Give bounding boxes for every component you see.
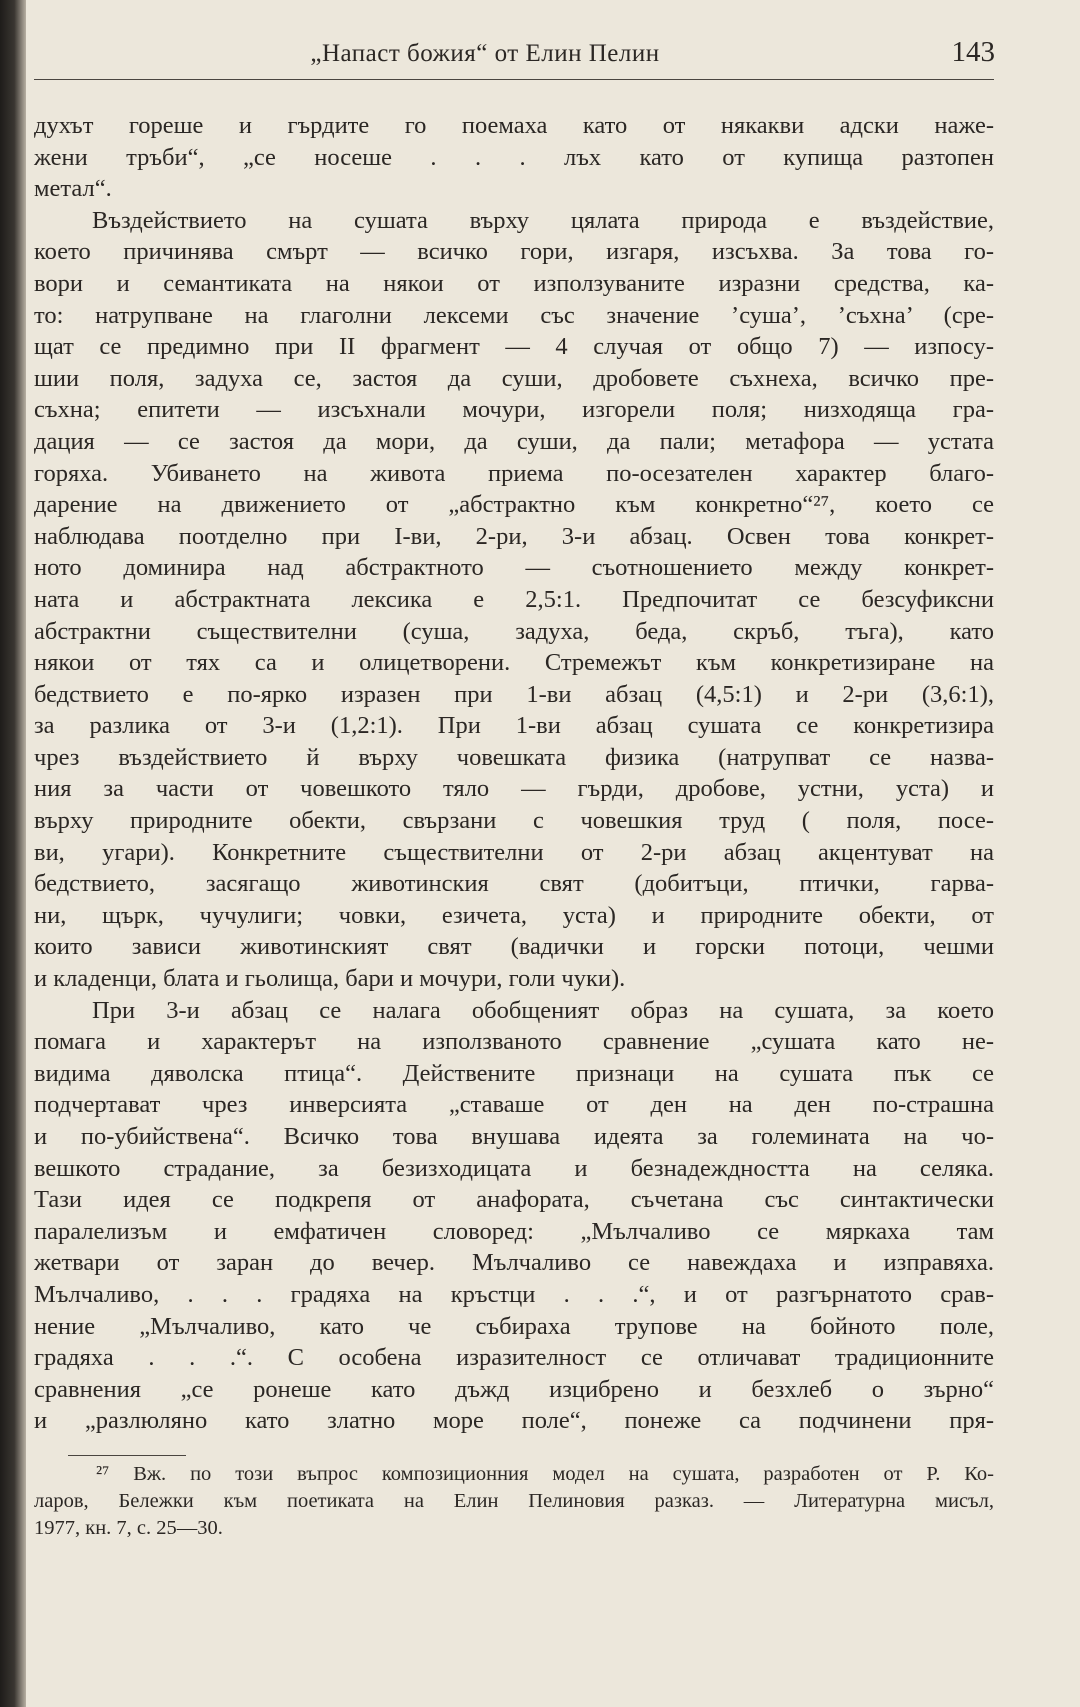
text-line: които зависи животинският свят (вадички и горски потоци, чешми	[34, 933, 994, 961]
header-rule	[34, 79, 994, 80]
text-line: шии поля, задуха се, застоя да суши, дробовете съхнеха, всичко пре-	[34, 364, 994, 392]
text-line: Въздействието на сушата върху цялата природа е въздействие,	[92, 206, 994, 234]
text-line: щат се предимно при II фрагмент — 4 случая от общо 7) — изпосу-	[34, 333, 994, 361]
text-line: за разлика от 3-и (1,2:1). При 1-ви абзац сушата се конкретизира	[34, 712, 994, 740]
text-line: ната и абстрактната лексика е 2,5:1. Предпочитат се безсуфиксни	[34, 585, 994, 613]
footnote	[34, 1461, 994, 1542]
body-text	[34, 110, 994, 1437]
text-line: бедствието е по-ярко изразен при 1-ви абзац (4,5:1) и 2-ри (3,6:1),	[34, 680, 994, 708]
text-line: сравнения „се ронеше като дъжд изцибрено и безхлеб о зърно“	[34, 1375, 994, 1403]
text-line: вори и семантиката на някои от използуваните изразни средства, ка-	[34, 269, 994, 297]
text-line: и кладенци, блата и гьолища, бари и мочури, голи чуки).	[34, 965, 626, 993]
text-line: и по-убийствена“. Всичко това внушава идеята за големината на чо-	[34, 1123, 994, 1150]
footnote-line: ларов, Бележки към поетиката на Елин Пелиновия разказ. — Литературна мисъл,	[34, 1490, 994, 1512]
running-header-title: „Напаст божия“ от Елин Пелин	[310, 40, 660, 67]
footnote-line: ²⁷ Вж. по този въпрос композиционния модел на сушата, разработен от Р. Ко-	[96, 1463, 994, 1485]
text-line: При 3-и абзац се налага обобщеният образ на сушата, за което	[92, 996, 994, 1024]
text-line: и „разлюляно като златно море поле“, понеже са подчинени пря-	[34, 1407, 994, 1435]
text-line: горяха. Убиването на живота приема по-осезателен характер благо-	[34, 459, 994, 487]
text-line: градяха . . .“. С особена изразителност се отличават традиционните	[34, 1344, 994, 1372]
text-line: което причинява смърт — всичко гори, изгаря, изсъхва. За това го-	[34, 238, 994, 266]
text-line: ви, угари). Конкретните съществителни от 2-ри абзац акцентуват на	[34, 838, 994, 866]
text-line: наблюдава поотделно при I-ви, 2-ри, 3-и абзац. Освен това конкрет-	[34, 522, 994, 550]
text-line: вешкото страдание, за безизходицата и безнадеждността на селяка.	[34, 1154, 994, 1182]
text-line: ния за части от човешкото тяло — гърди, дробове, устни, уста) и	[34, 775, 994, 803]
text-line: дарение на движението от „абстрактно към конкретно“²⁷, което се	[34, 491, 994, 519]
text-line: метал“.	[34, 175, 112, 203]
text-line: то: натрупване на глаголни лексеми със значение ’суша’, ’съхна’ (сре-	[34, 301, 994, 329]
text-line: подчертават чрез инверсията „ставаше от ден на ден по-страшна	[34, 1091, 994, 1119]
page-number: 143	[951, 36, 995, 68]
footnote-rule	[68, 1455, 186, 1456]
text-line: върху природните обекти, свързани с човешкия труд ( поля, посе-	[34, 807, 994, 835]
text-line: духът гореше и гърдите го поемаха като от някакви адски наже-	[34, 112, 994, 139]
text-line: дация — се застоя да мори, да суши, да пали; метафора — устата	[34, 427, 994, 455]
text-line: жетвари от заран до вечер. Мълчаливо се навеждаха и изправяха.	[34, 1249, 994, 1277]
footnote-line: 1977, кн. 7, с. 25—30.	[34, 1517, 223, 1539]
text-line: нение „Мълчаливо, като че събираха трупове на бойното поле,	[34, 1312, 994, 1340]
text-line: някои от тях са и олицетворени. Стремежът към конкретизиране на	[34, 649, 994, 677]
text-line: чрез въздействието й върху човешката физика (натрупват се назва-	[34, 743, 994, 771]
text-line: съхна; епитети — изсъхнали мочури, изгорели поля; низходяща гра-	[34, 396, 994, 424]
text-line: Тази идея се подкрепя от анафората, съчетана със синтактически	[34, 1186, 994, 1214]
text-line: жени тръби“, „се носеше . . . лъх като от купища разтопен	[34, 143, 994, 171]
text-line: абстрактни съществителни (суша, задуха, беда, скръб, тъга), като	[34, 617, 994, 645]
text-line: ни, щърк, чучулиги; човки, езичета, уста) и природните обекти, от	[34, 901, 994, 929]
text-line: Мълчаливо, . . . градяха на кръстци . . .“, и от разгърнатото срав-	[34, 1280, 994, 1308]
text-line: видима дяволска птица“. Действените признаци на сушата пък се	[34, 1059, 994, 1087]
text-line: помага и характерът на използваното сравнение „сушата като не-	[34, 1028, 994, 1056]
text-line: бедствието, засягащо животинския свят (добитъци, птички, гарва-	[34, 870, 994, 898]
text-line: паралелизъм и емфатичен словоред: „Мълчаливо се мяркаха там	[34, 1217, 994, 1245]
text-line: ното доминира над абстрактното — съотношението между конкрет-	[34, 554, 994, 582]
